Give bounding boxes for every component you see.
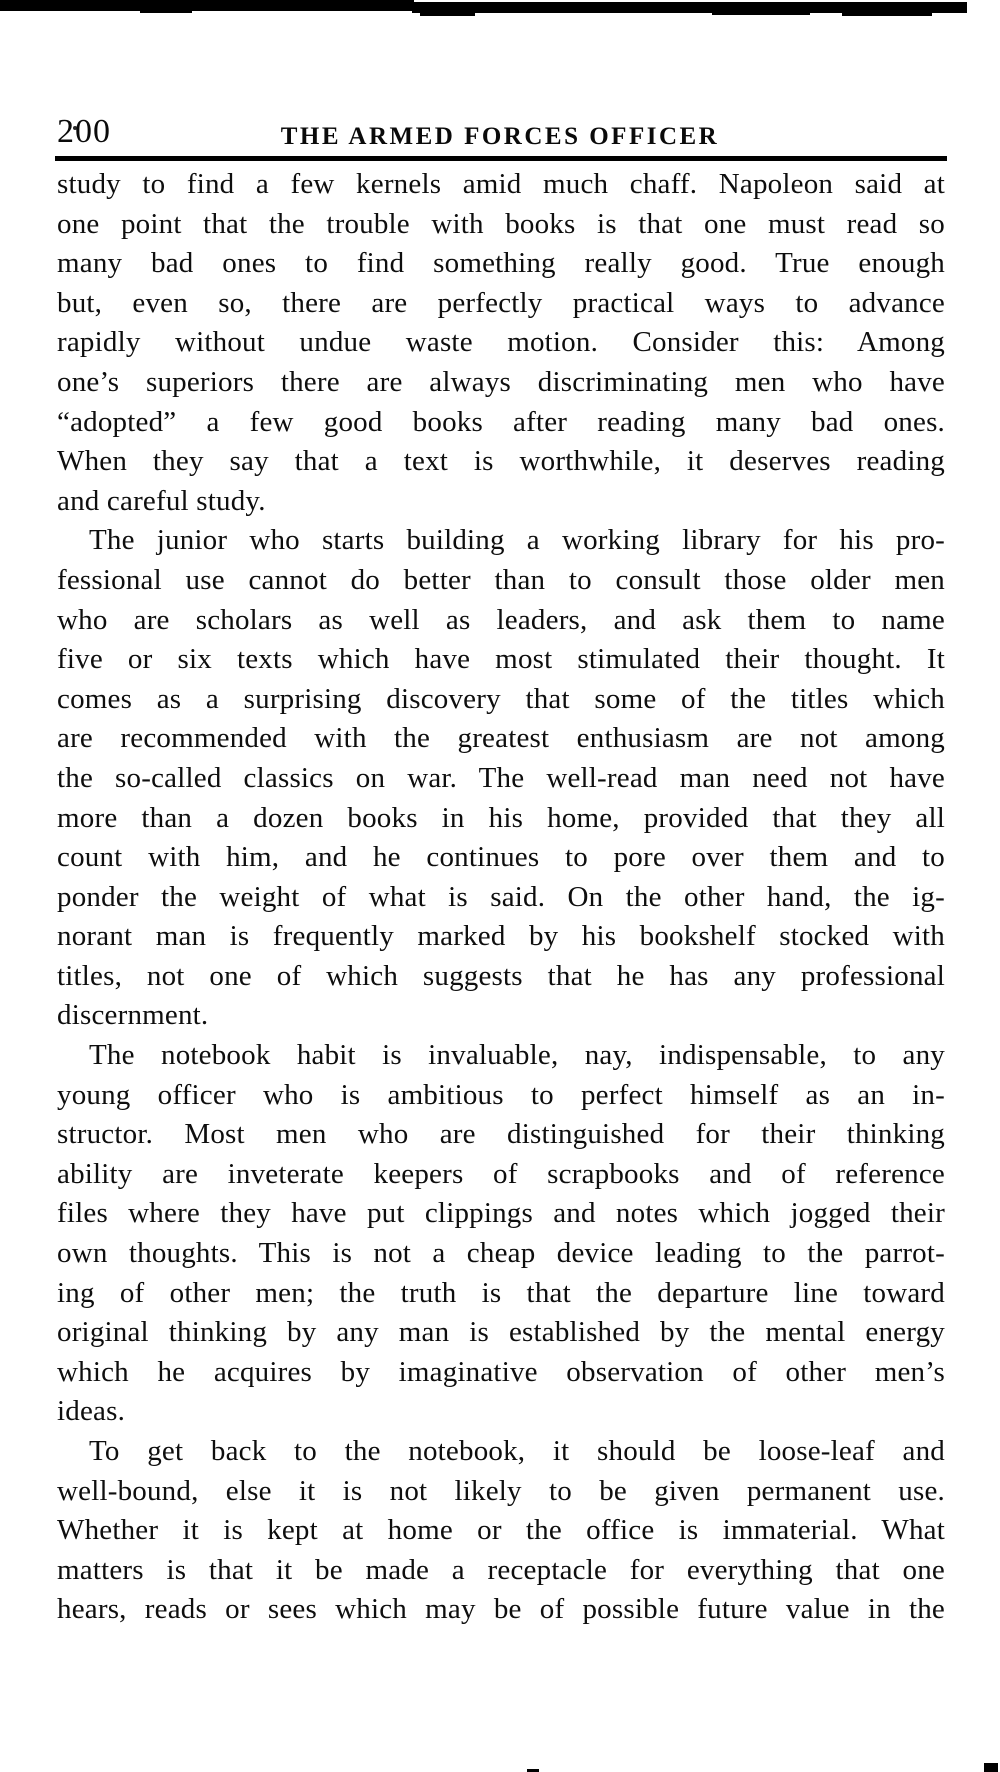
text-line: own thoughts. This is not a cheap device leading to the parrot- xyxy=(57,1237,945,1270)
scan-artifact-speck xyxy=(842,13,932,16)
text-line: The junior who starts building a working library for his pro- xyxy=(89,524,945,557)
text-line: ing of other men; the truth is that the departure line toward xyxy=(57,1276,945,1309)
text-line: one point that the trouble with books is that one must read so xyxy=(57,207,945,240)
text-line: original thinking by any man is established by the mental energy xyxy=(57,1316,945,1349)
text-line: which he acquires by imaginative observation of other men’s xyxy=(57,1355,945,1388)
text-line: who are scholars as well as leaders, and ask them to name xyxy=(57,603,945,636)
scan-artifact-speck xyxy=(420,13,475,16)
text-line: the so-called classics on war. The well-read man need not have xyxy=(57,761,945,794)
text-line: When they say that a text is worthwhile, it deserves reading xyxy=(57,445,945,478)
running-title: THE ARMED FORCES OFFICER xyxy=(280,123,720,150)
text-line: ability are inveterate keepers of scrapbooks and of reference xyxy=(57,1157,945,1190)
scan-artifact-speck xyxy=(984,1763,998,1772)
text-line: are recommended with the greatest enthusiasm are not among xyxy=(57,722,945,755)
text-line: titles, not one of which suggests that he has any professional xyxy=(57,959,945,992)
scan-artifact-speck xyxy=(712,13,810,15)
text-line: ponder the weight of what is said. On the other hand, the ig- xyxy=(57,880,945,913)
scan-artifact-top-bar-right xyxy=(412,2,967,13)
text-line: hears, reads or sees which may be of possible future value in the xyxy=(57,1593,945,1626)
text-line: many bad ones to find something really good. True enough xyxy=(57,247,945,280)
page-number: 200 xyxy=(57,113,111,150)
text-line: young officer who is ambitious to perfect himself as an in- xyxy=(57,1078,945,1111)
text-line: Whether it is kept at home or the office is immaterial. What xyxy=(57,1514,945,1547)
text-line: more than a dozen books in his home, provided that they all xyxy=(57,801,945,834)
text-line: and careful study. xyxy=(57,484,266,517)
scan-artifact-speck xyxy=(938,8,962,12)
text-line: comes as a surprising discovery that some of the titles which xyxy=(57,682,945,715)
text-line: matters is that it be made a receptacle for everything that one xyxy=(57,1553,945,1586)
text-line: rapidly without undue waste motion. Consider this: Among xyxy=(57,326,945,359)
text-line: “adopted” a few good books after reading many bad ones. xyxy=(57,405,945,438)
text-line: fessional use cannot do better than to consult those older men xyxy=(57,563,945,596)
text-line: To get back to the notebook, it should be loose-leaf and xyxy=(89,1435,945,1467)
text-line: structor. Most men who are distinguished for their thinking xyxy=(57,1118,945,1151)
text-line: The notebook habit is invaluable, nay, indispensable, to any xyxy=(89,1039,945,1072)
text-line: discernment. xyxy=(57,999,209,1032)
text-line: files where they have put clippings and notes which jogged their xyxy=(57,1197,945,1230)
text-line: well-bound, else it is not likely to be given permanent use. xyxy=(57,1474,945,1507)
text-line: study to find a few kernels amid much chaff. Napoleon said at xyxy=(57,168,945,200)
scan-artifact-top-bar-left xyxy=(0,0,414,11)
header-rule xyxy=(55,156,947,161)
scan-artifact-speck xyxy=(140,11,192,13)
text-line: but, even so, there are perfectly practical ways to advance xyxy=(57,286,945,319)
text-line: ideas. xyxy=(57,1395,126,1428)
text-line: one’s superiors there are always discriminating men who have xyxy=(57,365,945,398)
text-block xyxy=(57,165,945,1630)
text-line: count with him, and he continues to pore over them and to xyxy=(57,841,945,874)
text-line: five or six texts which have most stimulated their thought. It xyxy=(57,643,945,676)
text-line: norant man is frequently marked by his bookshelf stocked with xyxy=(57,920,945,953)
